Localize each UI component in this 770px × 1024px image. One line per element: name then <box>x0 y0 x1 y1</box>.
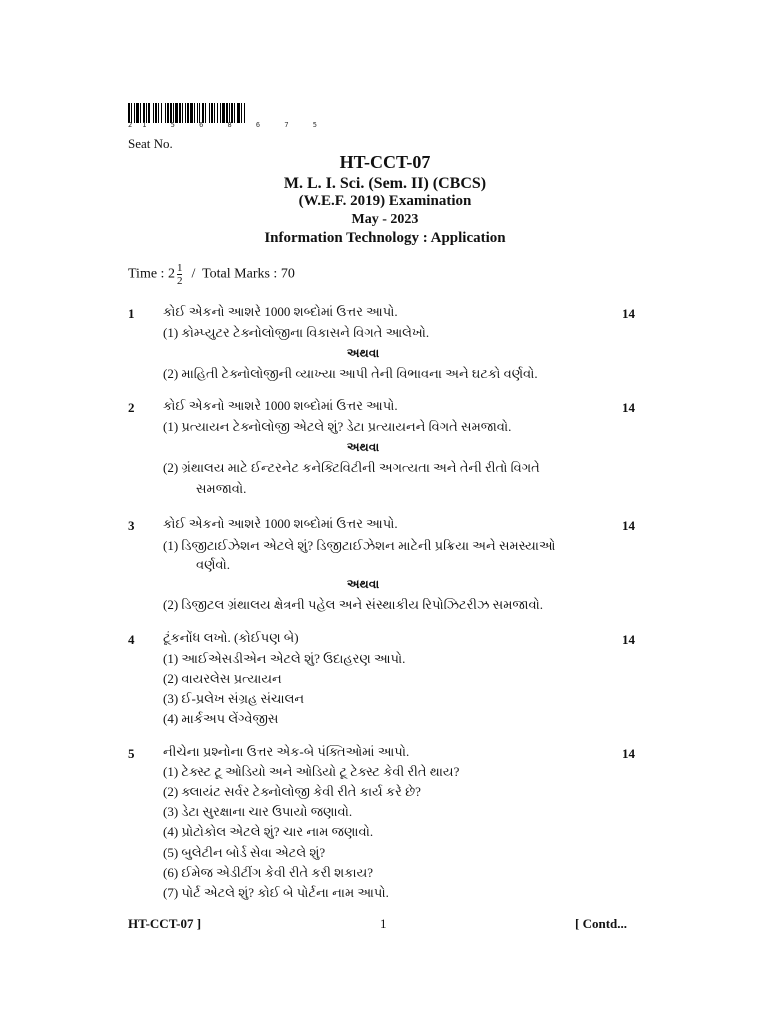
question-option: (5) બુલેટીન બોર્ડ સેવા એટલે શું? <box>163 845 326 860</box>
barcode-bar <box>220 103 221 123</box>
question-option-continuation: વર્ણવો. <box>196 557 231 572</box>
question-number: 3 <box>128 518 135 533</box>
question-option: (1) કોમ્પ્યુટર ટેક્નોલોજીના વિકાસને વિગતે આલેખો. <box>163 325 430 340</box>
barcode-bar <box>161 103 162 123</box>
question-option: (2) ડિજીટલ ગ્રંથાલય ક્ષેત્રની પહેલ અને સંસ્થાકીય રિપોઝિટરીઝ સમજાવો. <box>163 597 544 612</box>
barcode-bar <box>234 103 235 123</box>
question-instruction: નીચેના પ્રશ્નોના ઉત્તર એક-બે પંક્તિઓમાં આપો. <box>163 744 410 759</box>
barcode-bar <box>155 103 157 123</box>
barcode-bar <box>205 103 206 123</box>
time-separator: / <box>191 266 196 282</box>
question-number: 5 <box>128 746 135 761</box>
barcode-bar <box>128 103 130 123</box>
time-marks-line <box>128 262 295 287</box>
question-option: (2) ગ્રંથાલય માટે ઈન્ટરનેટ કનેક્ટિવિટીની અગત્યતા અને તેની રીતો વિગતે <box>163 460 540 475</box>
barcode-bar <box>179 103 181 123</box>
barcode-bar <box>146 103 147 123</box>
barcode-bar <box>190 103 193 123</box>
barcode-bar <box>209 103 210 123</box>
course-title: M. L. I. Sci. (Sem. II) (CBCS) <box>283 175 487 192</box>
question-option: (6) ઈમેજ એડીટીંગ કેવી રીતે કરી શકાય? <box>163 865 373 880</box>
barcode-bar <box>143 103 145 123</box>
question-option: (1) ડિજીટાઈઝેશન એટલે શું? ડિજીટાઈઝેશન માટેની પ્રક્રિયા અને સમસ્યાઓ <box>163 538 556 553</box>
barcode-bar <box>194 103 195 123</box>
continued-label: [ Contd... <box>575 916 628 931</box>
barcode-bar <box>175 103 178 123</box>
barcode-bar <box>140 103 141 123</box>
barcode-bar <box>136 103 139 123</box>
barcode-bar <box>187 103 189 123</box>
question-marks: 14 <box>622 632 635 647</box>
question-option: (2) માહિતી ટેક્નોલોજીની વ્યાખ્યા આપી તેની વિભાવના અને ઘટકો વર્ણવો. <box>163 366 538 381</box>
question-marks: 14 <box>622 400 635 415</box>
time-label: Time : <box>128 266 165 282</box>
question-instruction: કોઈ એકનો આશરે 1000 શબ્દોમાં ઉત્તર આપો. <box>163 398 398 413</box>
question-instruction: ટૂંકનોંધ લખો. (કોઈપણ બે) <box>163 630 299 645</box>
barcode-bar <box>202 103 204 123</box>
barcode-bar <box>167 103 169 123</box>
question-number: 4 <box>128 632 135 647</box>
question-option: (7) પોર્ટ એટલે શું? કોઈ બે પોર્ટના નામ આપો. <box>163 885 389 900</box>
question-option-continuation: સમજાવો. <box>196 481 247 496</box>
wef-line: (W.E.F. 2019) Examination <box>298 193 472 209</box>
question-option: (1) પ્રત્યાયન ટેક્નોલોજી એટલે શું? ડેટા પ્રત્યાયનને વિગતે સમજાવો. <box>163 419 512 434</box>
barcode <box>128 103 332 123</box>
question-option: (1) ટેક્સ્ટ ટૂ ઓડિયો અને ઓડિયો ટૂ ટેક્સ્ટ કેવી રીતે થાય? <box>163 764 460 779</box>
barcode-bar <box>165 103 166 123</box>
question-option: (2) વાયરલેસ પ્રત્યાયન <box>163 671 282 686</box>
question-option: (2) ક્લાયંટ સર્વર ટેક્નોલોજી કેવી રીતે કાર્ય કરે છે? <box>163 784 421 799</box>
page-number: 1 <box>380 916 387 931</box>
barcode-bar <box>241 103 242 123</box>
time-whole: 2 <box>167 266 175 282</box>
question-marks: 14 <box>622 746 635 761</box>
barcode-bar <box>170 103 172 123</box>
total-marks: Total Marks : 70 <box>202 266 295 282</box>
barcode-bar <box>173 103 174 123</box>
barcode-bar <box>148 103 150 123</box>
exam-date: May - 2023 <box>351 212 419 227</box>
question-option: (4) પ્રોટોકોલ એટલે શું? ચાર નામ જણાવો. <box>163 824 374 839</box>
question-instruction: કોઈ એકનો આશરે 1000 શબ્દોમાં ઉત્તર આપો. <box>163 304 398 319</box>
barcode-bar <box>185 103 186 123</box>
barcode-bar <box>131 103 132 123</box>
barcode-bar <box>226 103 228 123</box>
barcode-bar <box>153 103 154 123</box>
barcode-bar <box>199 103 200 123</box>
barcode-bar <box>158 103 159 123</box>
or-separator: અથવા <box>346 440 380 454</box>
barcode-bar <box>231 103 233 123</box>
question-marks: 14 <box>622 306 635 321</box>
question-option: (3) ડેટા સુરક્ષાના ચાર ઉપાયો જણાવો. <box>163 804 353 819</box>
time-denominator: 2 <box>176 275 183 287</box>
barcode-bar <box>197 103 198 123</box>
barcode-digits: 21 5 6 8 6 7 5 <box>128 121 328 129</box>
question-number: 1 <box>128 306 135 321</box>
or-separator: અથવા <box>346 346 380 360</box>
question-instruction: કોઈ એકનો આશરે 1000 શબ્દોમાં ઉત્તર આપો. <box>163 516 398 531</box>
seat-no-label: Seat No. <box>128 136 173 151</box>
paper-code: HT-CCT-07 <box>339 152 431 172</box>
question-number: 2 <box>128 400 135 415</box>
barcode-bar <box>244 103 245 123</box>
time-numerator: 1 <box>176 262 183 274</box>
or-separator: અથવા <box>346 577 380 591</box>
question-option: (3) ઈ-પ્રલેખ સંગ્રહ સંચાલન <box>163 691 305 706</box>
barcode-bar <box>217 103 218 123</box>
barcode-bar <box>222 103 225 123</box>
barcode-bar <box>182 103 183 123</box>
time-fraction <box>177 262 183 287</box>
question-marks: 14 <box>622 518 635 533</box>
barcode-bar <box>211 103 213 123</box>
barcode-bar <box>134 103 135 123</box>
question-option: (4) માર્કઅપ લેંગ્વેજીસ <box>163 711 279 726</box>
barcode-bar <box>214 103 215 123</box>
footer-code: HT-CCT-07 ] <box>128 916 202 931</box>
barcode-bar <box>229 103 230 123</box>
question-option: (1) આઈએસડીએન એટલે શું? ઉદાહરણ આપો. <box>163 651 406 666</box>
subject-title: Information Technology : Application <box>264 230 506 246</box>
barcode-bar <box>237 103 240 123</box>
